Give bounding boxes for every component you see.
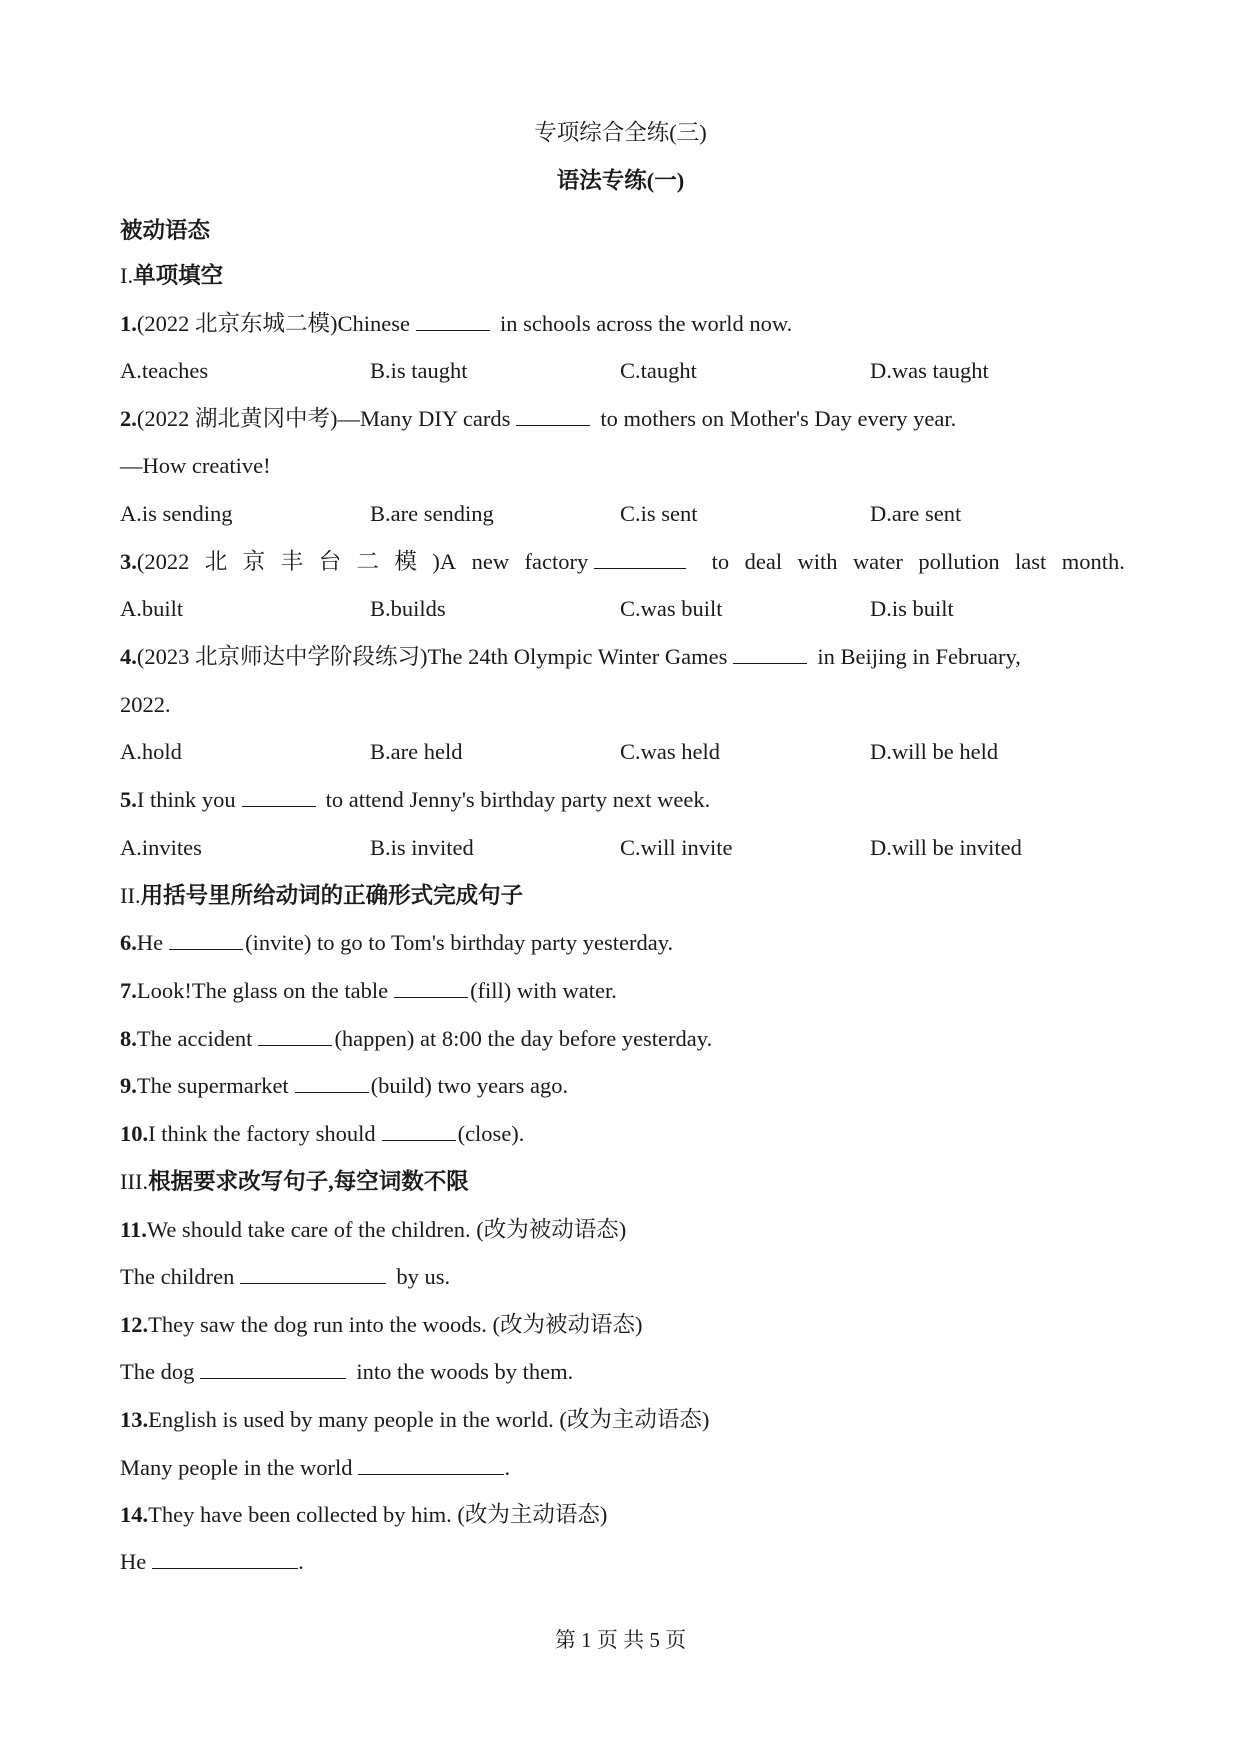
question-number: 3. — [120, 549, 137, 574]
option-c[interactable]: C.was held — [620, 739, 720, 764]
question-number: 2. — [120, 406, 137, 431]
question-text: Look!The glass on the table — [136, 978, 389, 1003]
question-14-answer-line — [120, 1551, 304, 1574]
page-title: 专项综合全练(三) — [534, 120, 707, 145]
question-number: 4. — [120, 644, 137, 669]
option-a[interactable]: A.teaches — [120, 358, 209, 383]
question-10 — [120, 1123, 524, 1146]
answer-prefix: The dog — [120, 1359, 195, 1384]
section-2-heading — [120, 885, 523, 908]
question-source: 台 — [318, 549, 342, 574]
question-1 — [120, 313, 792, 336]
question-text: month. — [1061, 549, 1125, 574]
answer-suffix: . — [298, 1549, 304, 1574]
question-number: 8. — [120, 1026, 137, 1051]
question-6 — [120, 932, 673, 955]
question-2-reply: —How creative! — [120, 453, 271, 478]
answer-blank[interactable] — [416, 329, 490, 331]
question-text: They have been collected by him. (改为主动语态) — [148, 1502, 608, 1527]
question-text: pollution — [918, 549, 1000, 574]
question-number: 13. — [120, 1407, 149, 1432]
question-11 — [120, 1219, 626, 1242]
question-text: in schools across the world now. — [500, 311, 793, 336]
answer-blank[interactable] — [594, 567, 686, 569]
question-source: (2022 北京东城二模) — [136, 311, 338, 336]
option-a[interactable]: A.is sending — [120, 501, 233, 526]
question-number: 1. — [120, 311, 137, 336]
option-c[interactable]: C.will invite — [620, 835, 733, 860]
answer-blank[interactable] — [394, 996, 468, 998]
question-8 — [120, 1028, 712, 1051]
question-4-continued: 2022. — [120, 692, 171, 717]
question-number: 5. — [120, 787, 137, 812]
question-number: 10. — [120, 1121, 149, 1146]
answer-suffix: into the woods by them. — [356, 1359, 574, 1384]
option-b[interactable]: B.is taught — [370, 358, 468, 383]
question-number: 9. — [120, 1073, 137, 1098]
question-number: 6. — [120, 930, 137, 955]
question-number: 11. — [120, 1217, 147, 1242]
question-text: water — [852, 549, 903, 574]
question-text: to attend Jenny's birthday party next week. — [325, 787, 711, 812]
question-12-answer-line — [120, 1361, 573, 1384]
question-5 — [120, 789, 710, 812]
question-text: The accident — [136, 1026, 253, 1051]
question-12 — [120, 1314, 642, 1337]
question-source: (2022 湖北黄冈中考) — [136, 406, 338, 431]
section-2-roman: II. — [120, 883, 141, 908]
question-text: last — [1015, 549, 1047, 574]
option-d[interactable]: D.is built — [870, 596, 954, 621]
question-text: in Beijing in February, — [817, 644, 1021, 669]
question-number: 12. — [120, 1312, 149, 1337]
section-3-title: 根据要求改写句子,每空词数不限 — [148, 1169, 469, 1194]
question-text: —Many DIY cards — [337, 406, 511, 431]
question-source: 京 — [242, 549, 266, 574]
question-source: (2023 北京师达中学阶段练习) — [136, 644, 428, 669]
question-9 — [120, 1075, 568, 1098]
answer-blank[interactable] — [382, 1139, 456, 1141]
option-c[interactable]: C.is sent — [620, 501, 698, 526]
option-c[interactable]: C.was built — [620, 596, 723, 621]
question-text: deal — [744, 549, 783, 574]
answer-blank[interactable] — [240, 1282, 386, 1284]
question-text: )A — [432, 549, 457, 574]
question-text: He — [136, 930, 164, 955]
question-source: (2022 — [136, 549, 190, 574]
section-1-title: 单项填空 — [133, 263, 224, 288]
section-3-roman: III. — [120, 1169, 149, 1194]
question-text: The 24th Olympic Winter Games — [427, 644, 728, 669]
answer-blank[interactable] — [242, 805, 316, 807]
topic-heading: 被动语态 — [120, 218, 211, 243]
question-text: factory — [524, 549, 589, 574]
option-b[interactable]: B.builds — [370, 596, 446, 621]
option-c[interactable]: C.taught — [620, 358, 697, 383]
question-7 — [120, 980, 617, 1003]
answer-blank[interactable] — [200, 1377, 346, 1379]
question-text: The supermarket — [136, 1073, 289, 1098]
question-source: 北 — [204, 549, 228, 574]
question-4 — [120, 646, 1021, 669]
answer-prefix: He — [120, 1549, 147, 1574]
answer-blank[interactable] — [258, 1044, 332, 1046]
question-text: English is used by many people in the world. (改为主动语态) — [148, 1407, 710, 1432]
question-text: (build) two years ago. — [370, 1073, 569, 1098]
question-text: They saw the dog run into the woods. (改为被动语态) — [148, 1312, 643, 1337]
question-text: (close). — [457, 1121, 525, 1146]
question-number: 7. — [120, 978, 137, 1003]
question-text: to mothers on Mother's Day every year. — [600, 406, 957, 431]
answer-blank[interactable] — [152, 1567, 298, 1569]
option-b[interactable]: B.are held — [370, 739, 463, 764]
option-b[interactable]: B.is invited — [370, 835, 474, 860]
section-2-title: 用括号里所给动词的正确形式完成句子 — [140, 883, 524, 908]
page-subtitle: 语法专练(一) — [556, 168, 685, 193]
question-text: (fill) with water. — [470, 978, 617, 1003]
option-a[interactable]: A.hold — [120, 739, 182, 764]
option-d[interactable]: D.was taught — [870, 358, 989, 383]
answer-prefix: Many people in the world — [120, 1455, 353, 1480]
section-3-heading — [120, 1171, 469, 1194]
option-b[interactable]: B.are sending — [370, 501, 494, 526]
question-number: 14. — [120, 1502, 149, 1527]
answer-blank[interactable] — [295, 1091, 369, 1093]
question-text: (invite) to go to Tom's birthday party yesterday. — [245, 930, 674, 955]
question-text: (happen) at 8:00 the day before yesterday. — [334, 1026, 713, 1051]
answer-blank[interactable] — [169, 948, 243, 950]
question-14 — [120, 1504, 607, 1527]
question-text: to — [711, 549, 730, 574]
question-13-answer-line — [120, 1457, 510, 1480]
question-text: We should take care of the children. (改为被动语态) — [146, 1217, 627, 1242]
question-2 — [120, 408, 956, 431]
question-source: 模 — [394, 549, 417, 574]
answer-suffix: . — [504, 1455, 511, 1480]
section-1-roman: I. — [120, 263, 134, 288]
option-a[interactable]: A.invites — [120, 835, 202, 860]
option-d[interactable]: D.will be held — [870, 739, 999, 764]
answer-prefix: The children — [120, 1264, 235, 1289]
section-1-heading — [120, 265, 223, 288]
question-3 — [120, 551, 1125, 574]
question-text: new — [471, 549, 510, 574]
question-text: I think the factory should — [148, 1121, 376, 1146]
answer-blank[interactable] — [358, 1473, 504, 1475]
question-11-answer-line — [120, 1266, 450, 1289]
option-d[interactable]: D.are sent — [870, 501, 962, 526]
question-text: Chinese — [337, 311, 410, 336]
question-text: with — [797, 549, 838, 574]
answer-suffix: by us. — [396, 1264, 451, 1289]
option-d[interactable]: D.will be invited — [870, 835, 1022, 860]
answer-blank[interactable] — [516, 424, 590, 426]
option-a[interactable]: A.built — [120, 596, 184, 621]
question-text: I think you — [136, 787, 236, 812]
question-13 — [120, 1409, 709, 1432]
page-footer: 第 1 页 共 5 页 — [554, 1628, 687, 1652]
question-source: 二 — [356, 549, 380, 574]
answer-blank[interactable] — [733, 662, 807, 664]
question-source: 丰 — [280, 549, 304, 574]
